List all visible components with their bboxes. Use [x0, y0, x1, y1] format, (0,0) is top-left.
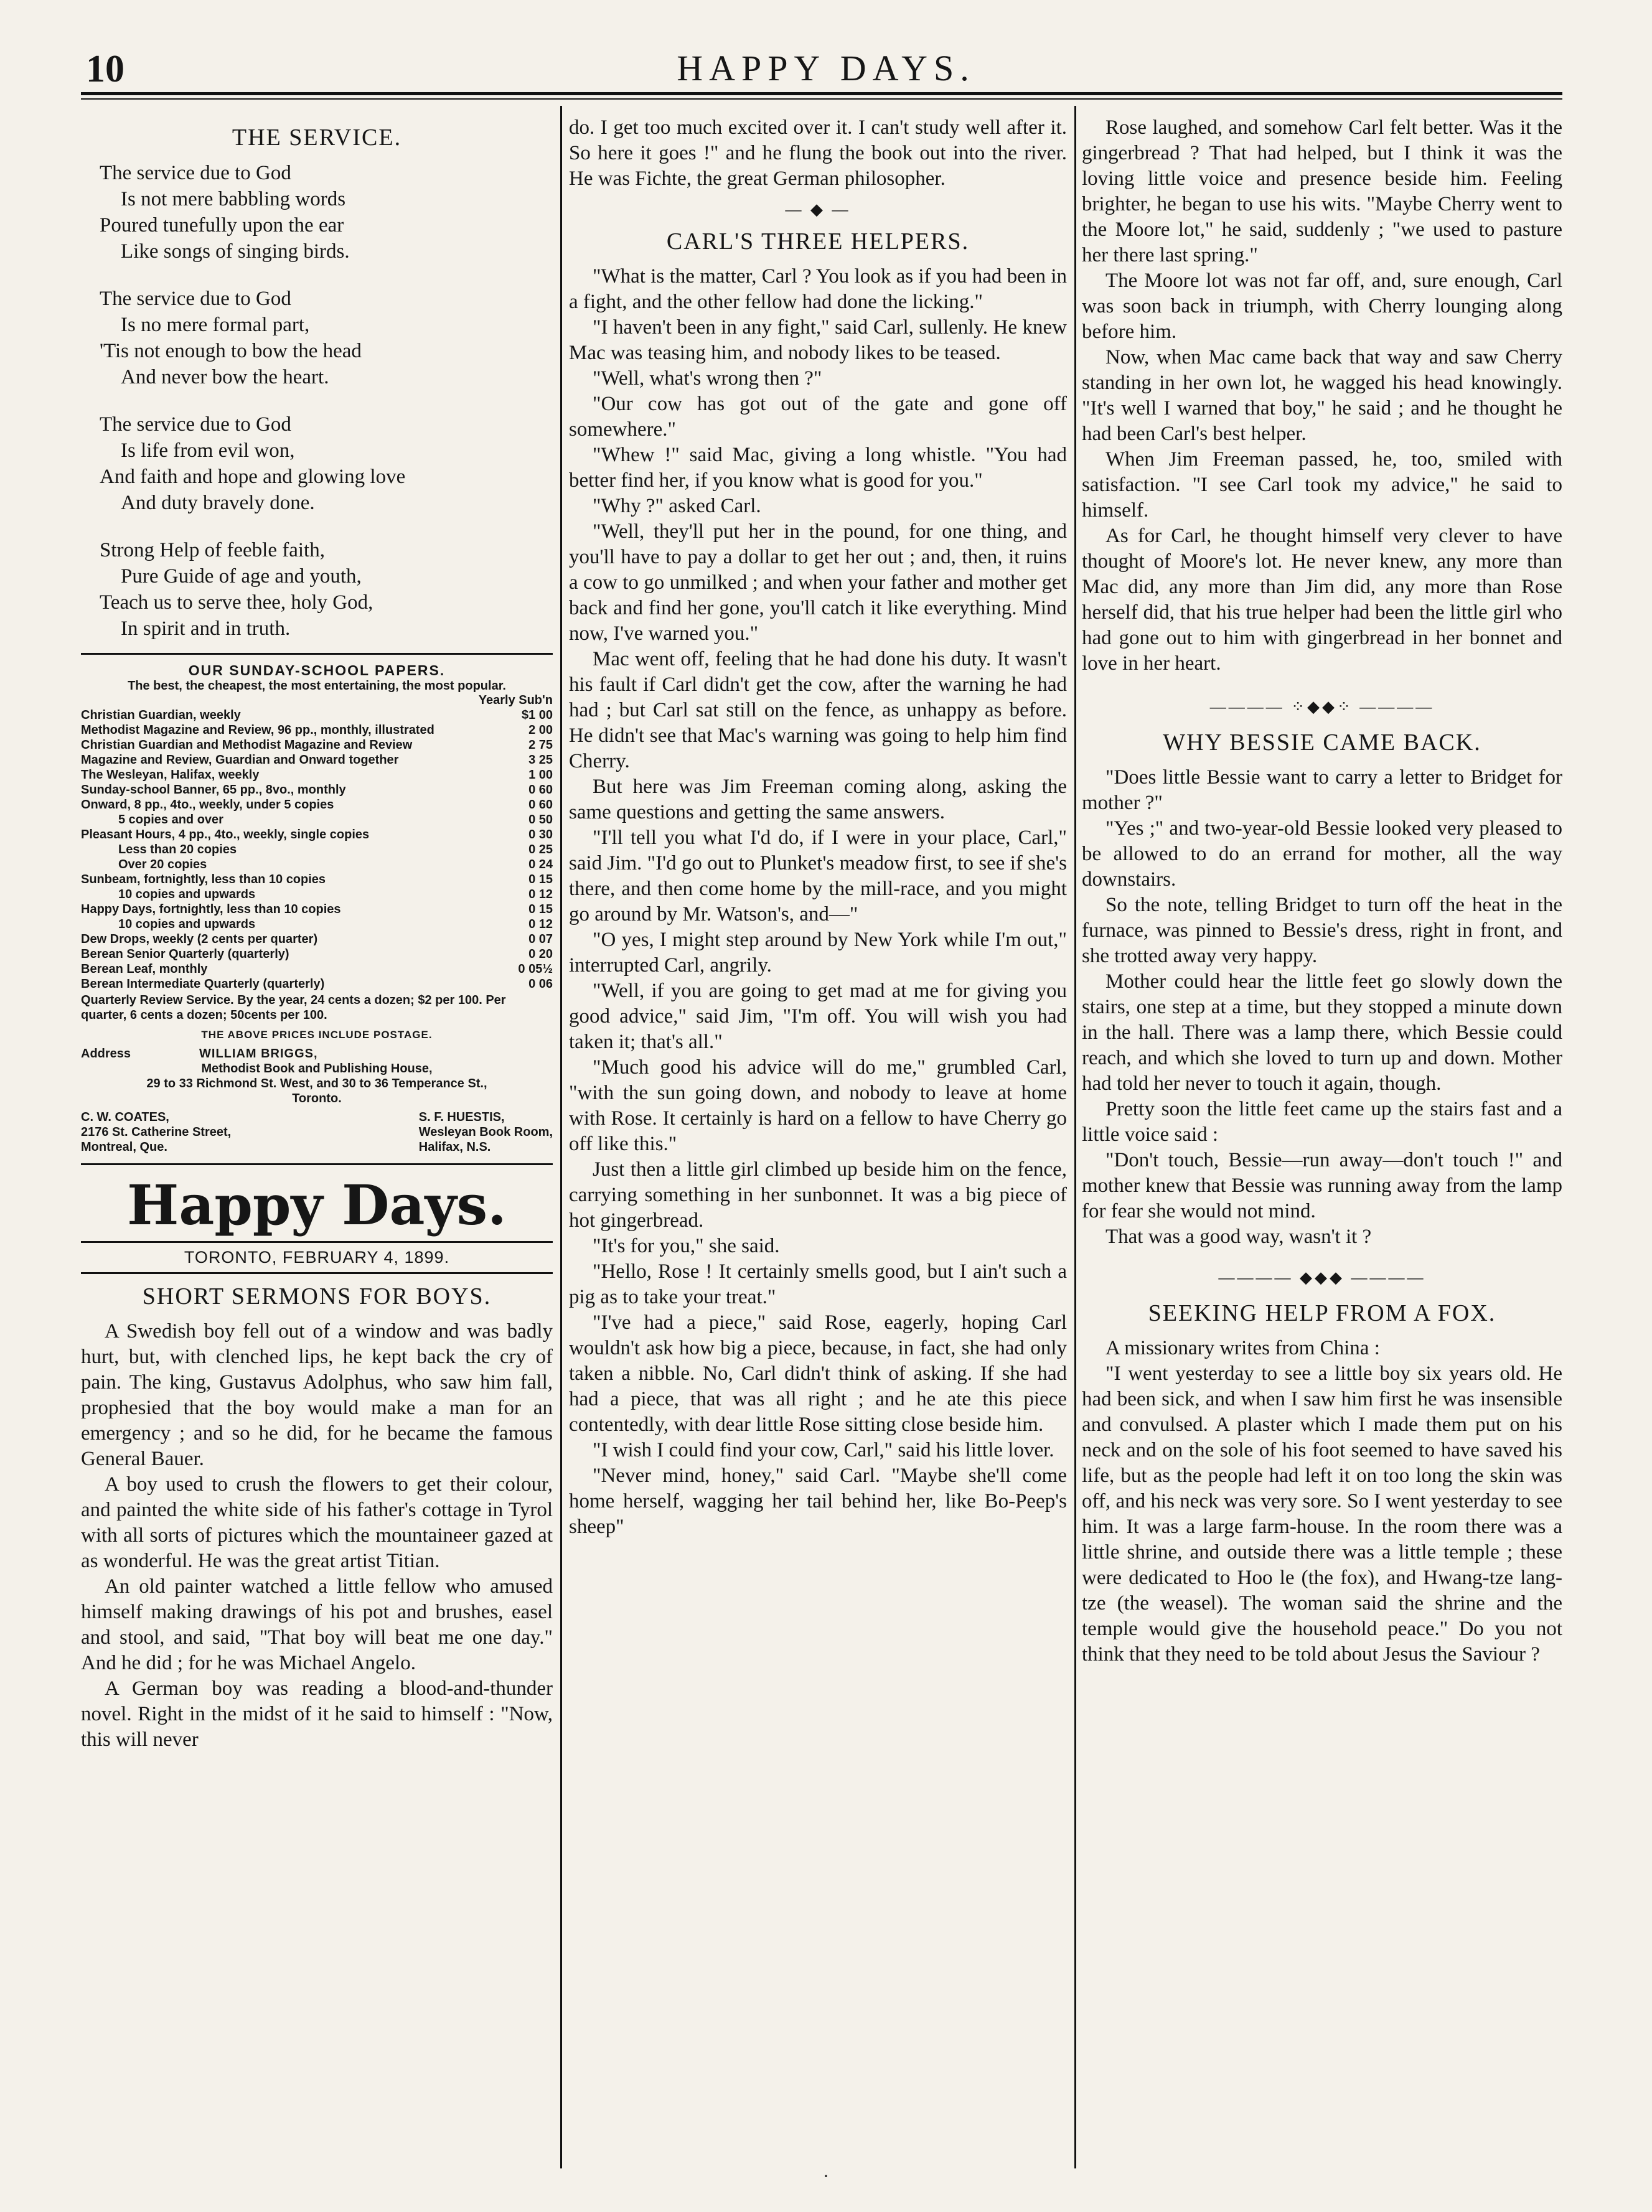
paragraph: An old painter watched a little fellow who amused himself making drawings of his pot and brushes, easel and stool, and said, "That boy will beat me one day." And he did ; for he was Michael Angelo. [81, 1575, 553, 1674]
poem-line: Pure Guide of age and youth, [121, 565, 362, 588]
price-row [81, 797, 553, 812]
paragraph: Mother could hear the little feet go slowly down the stairs, one step at a time, but they stopped a minute down in the hall. There was a lamp there, which Bessie could reach, and which she loved to turn up and down. Mother had told her never to touch it again, though. [1082, 970, 1562, 1095]
publisher-city: Toronto. [292, 1092, 342, 1105]
price-row [81, 752, 553, 767]
price-item: Christian Guardian, weekly [81, 708, 241, 722]
price-item: Onward, 8 pp., 4to., weekly, under 5 copies [81, 798, 334, 812]
paragraph: The Moore lot was not far off, and, sure enough, Carl was soon back in triumph, with Cherry lounging along before him. [1082, 269, 1562, 343]
poem-line: And faith and hope and glowing love [100, 466, 406, 488]
price-item: Less than 20 copies [118, 843, 237, 856]
price-item: Berean Leaf, monthly [81, 962, 208, 976]
paragraph: Pretty soon the little feet came up the stairs fast and a little voice said : [1082, 1098, 1562, 1146]
price-row [81, 917, 553, 932]
price-item: Sunday-school Banner, 65 pp., 8vo., monthly [81, 783, 346, 797]
paragraph: As for Carl, he thought himself very clever to have thought of Moore's lot. He never knew, any more than Mac did, any more than Jim did, any more than Rose herself did, that his true helper had been the little girl who had gone out to him with gingerbread in her bonnet and love in her heart. [1082, 525, 1562, 675]
papers-subheading: The best, the cheapest, the most entertaining, the most popular. [128, 679, 506, 693]
poem-stanza [100, 411, 553, 516]
article-body [569, 264, 1067, 1540]
paragraph: "Why ?" asked Carl. [593, 495, 761, 517]
agent-montreal [81, 1110, 231, 1155]
price-row [81, 902, 553, 917]
poem-line: Teach us to serve thee, holy God, [100, 591, 373, 614]
ornament-divider: — ◆ — [785, 200, 851, 218]
price-item: Sunbeam, fortnightly, less than 10 copies [81, 873, 326, 886]
paragraph: "Well, if you are going to get mad at me for giving you good advice," said Jim, "I'm off. You will wish you had taken it; that's all." [569, 980, 1067, 1053]
column-divider [1074, 106, 1076, 2168]
price-value: 0 05½ [518, 962, 553, 976]
price-row [81, 767, 553, 782]
paragraph: A boy used to crush the flowers to get their colour, and painted the white side of his father's cottage in Tyrol with all sorts of pictures which the mountaineer gazed at as wonderful. He was the great artist Titian. [81, 1473, 553, 1572]
agents [81, 1110, 553, 1155]
price-item: Berean Senior Quarterly (quarterly) [81, 947, 289, 961]
price-item: The Wesleyan, Halifax, weekly [81, 768, 260, 782]
page-mark: · [823, 2166, 829, 2186]
paragraph: "Our cow has got out of the gate and gone off somewhere." [569, 393, 1067, 441]
paragraph: "I haven't been in any fight," said Carl, sullenly. He knew Mac was teasing him, and nobody likes to be teased. [569, 316, 1067, 364]
article-body [1082, 765, 1562, 1250]
article-body [569, 115, 1067, 192]
paragraph: That was a good way, wasn't it ? [1105, 1226, 1372, 1248]
price-row [81, 887, 553, 902]
price-value: 0 50 [528, 813, 553, 827]
price-item: Christian Guardian and Methodist Magazine and Review [81, 738, 413, 752]
price-row [81, 962, 553, 977]
paragraph: "Whew !" said Mac, giving a long whistle. "You had better find her, if you know what is good for you." [569, 444, 1067, 492]
masthead: Happy Days. [127, 1173, 507, 1237]
article-heading: SEEKING HELP FROM A FOX. [1148, 1300, 1496, 1326]
price-item: Happy Days, fortnightly, less than 10 copies [81, 902, 341, 916]
paragraph: Mac went off, feeling that he had done his duty. It wasn't his fault if Carl didn't get the cow, after the warning he had had ; but Carl sat still on the fence, as unhappy as before. He didn't see that Mac's warning was going to help him find Cherry. [569, 648, 1067, 772]
paragraph: So the note, telling Bridget to turn off the heat in the furnace, was pinned to Bessie's dress, right in front, and she trotted away very happy. [1082, 894, 1562, 967]
page-title: HAPPY DAYS. [677, 48, 975, 88]
poem-line: The service due to God [100, 162, 291, 184]
price-item: 10 copies and upwards [118, 917, 256, 931]
ornament-divider: ———— ◆◆◆ ———— [1218, 1268, 1426, 1286]
article-body [1082, 115, 1562, 677]
price-item: 5 copies and over [118, 813, 223, 827]
paragraph: "Well, they'll put her in the pound, for one thing, and you'll have to pay a dollar to get her out ; and, then, it ruins a cow to go unmilked ; and when your father and mother get back and find her gone, you'll catch it like everything. Mind now, I've warned you." [569, 520, 1067, 645]
price-value: 0 15 [528, 902, 553, 916]
poem-line: The service due to God [100, 413, 291, 436]
poem [100, 160, 553, 642]
papers-yearly-label: Yearly Sub'n [478, 693, 553, 707]
publisher-line: Methodist Book and Publishing House, [201, 1062, 433, 1076]
price-value: 0 24 [528, 858, 553, 871]
address-block [81, 1046, 553, 1061]
poem-line: And never bow the heart. [121, 366, 329, 388]
paragraph: "Don't touch, Bessie—run away—don't touch !" and mother knew that Bessie was running away from the lamp for fear she would not mind. [1082, 1149, 1562, 1222]
paragraph: Now, when Mac came back that way and saw Cherry standing in her own lot, he wagged his head knowingly. "It's well I warned that boy," he said ; and he thought he had been Carl's best helper. [1082, 346, 1562, 445]
poem-stanza [100, 537, 553, 642]
price-row [81, 872, 553, 887]
poem-stanza [100, 160, 553, 265]
agent-line: Halifax, N.S. [418, 1140, 491, 1154]
price-value: $1 00 [521, 708, 553, 722]
poem-line: The service due to God [100, 288, 291, 310]
postage-note: THE ABOVE PRICES INCLUDE POSTAGE. [201, 1029, 433, 1041]
price-value: 0 12 [528, 917, 553, 931]
price-value: 2 75 [528, 738, 553, 752]
agent-halifax [419, 1110, 553, 1155]
column-2 [569, 115, 1067, 2137]
paragraph: A missionary writes from China : [1105, 1337, 1380, 1359]
paragraph: "Yes ;" and two-year-old Bessie looked very pleased to be allowed to do an errand for mother, all the way downstairs. [1082, 817, 1562, 891]
price-row [81, 977, 553, 991]
quarterly-review-note: Quarterly Review Service. By the year, 24 cents a dozen; $2 per 100. Per quarter, 6 cents a dozen; 50cents per 100. [81, 993, 506, 1022]
poem-line: Is not mere babbling words [121, 188, 346, 210]
section-rule [81, 1163, 553, 1165]
paragraph: Just then a little girl climbed up beside him on the fence, carrying something in her sunbonnet. It was a big piece of hot gingerbread. [569, 1158, 1067, 1232]
publisher-line: 29 to 33 Richmond St. West, and 30 to 36 Temperance St., [146, 1077, 487, 1090]
section-rule [81, 653, 553, 655]
paragraph: "I wish I could find your cow, Carl," said his little lover. [593, 1439, 1054, 1461]
address-label: Address [81, 1047, 131, 1061]
column-1 [81, 115, 553, 2137]
paragraph: Rose laughed, and somehow Carl felt better. Was it the gingerbread ? That had helped, but I think it was the loving little voice and presence beside him. Feeling brighter, he began to use his wits. "Maybe Cherry went to the Moore lot," he said, suddenly ; "we used to pasture her there last spring." [1082, 116, 1562, 266]
paragraph: "Does little Bessie want to carry a letter to Bridget for mother ?" [1082, 766, 1562, 814]
paragraph: A Swedish boy fell out of a window and was badly hurt, but, with clenched lips, he kept back the cry of pain. The king, Gustavus Adolphus, who saw him fall, prophesied that the boy would make a man for an emergency ; and so he did, for he became the famous General Bauer. [81, 1320, 553, 1470]
price-item: Methodist Magazine and Review, 96 pp., monthly, illustrated [81, 723, 434, 737]
header-rule-thin [81, 98, 1562, 100]
paragraph: "What is the matter, Carl ? You look as if you had been in a fight, and the other fellow had done the licking." [569, 265, 1067, 313]
column-divider [560, 106, 562, 2168]
papers-heading: OUR SUNDAY-SCHOOL PAPERS. [188, 662, 446, 678]
price-row [81, 857, 553, 872]
article-heading: SHORT SERMONS FOR BOYS. [142, 1283, 492, 1310]
poem-line: Strong Help of feeble faith, [100, 539, 325, 561]
price-value: 0 20 [528, 947, 553, 961]
column-3 [1082, 115, 1562, 2137]
price-value: 1 00 [528, 768, 553, 782]
poem-line: Is no mere formal part, [121, 314, 310, 336]
price-value: 0 12 [528, 888, 553, 901]
poem-line: Is life from evil won, [121, 439, 295, 462]
paragraph: do. I get too much excited over it. I can't study well after it. So here it goes !" and he flung the book out into the river. He was Fichte, the great German philosopher. [569, 116, 1067, 190]
paragraph: "Hello, Rose ! It certainly smells good, but I ain't such a pig as to take your treat." [569, 1260, 1067, 1308]
page-number: 10 [86, 48, 124, 90]
paragraph: "Much good his advice will do me," grumbled Carl, "with the sun going down, and nobody to leave at home with Rose. It certainly is hard on a fellow to have Cherry go off like this." [569, 1056, 1067, 1155]
agent-line: 2176 St. Catherine Street, [81, 1125, 232, 1139]
article-body [81, 1319, 553, 1753]
price-item: Dew Drops, weekly (2 cents per quarter) [81, 932, 318, 946]
price-item: Magazine and Review, Guardian and Onward together [81, 753, 399, 767]
paragraph: When Jim Freeman passed, he, too, smiled with satisfaction. "I see Carl took my advice," he said to himself. [1082, 448, 1562, 522]
paragraph: "O yes, I might step around by New York while I'm out," interrupted Carl, angrily. [569, 929, 1067, 977]
price-value: 0 60 [528, 798, 553, 812]
poem-line: 'Tis not enough to bow the head [100, 340, 362, 362]
ornament-divider: ———— ⁘◆◆⁘ ———— [1209, 698, 1435, 716]
poem-line: And duty bravely done. [121, 492, 315, 514]
article-heading: CARL'S THREE HELPERS. [666, 228, 970, 255]
paragraph: "I'll tell you what I'd do, if I were in your place, Carl," said Jim. "I'd go out to Plunket's meadow first, to see if she's there, and then come home by the mill-race, and you might go around by Mr. Watson's, and—" [569, 827, 1067, 926]
agent-line: C. W. COATES, [81, 1110, 169, 1124]
price-item: Berean Intermediate Quarterly (quarterly) [81, 977, 325, 991]
agent-line: Montreal, Que. [81, 1140, 167, 1154]
agent-line: Wesleyan Book Room, [418, 1125, 553, 1139]
price-row [81, 947, 553, 962]
poem-heading: THE SERVICE. [232, 124, 402, 151]
publisher-name: WILLIAM BRIGGS, [199, 1047, 318, 1061]
price-row [81, 723, 553, 738]
price-value: 0 06 [528, 977, 553, 991]
price-item: Pleasant Hours, 4 pp., 4to., weekly, single copies [81, 828, 370, 841]
price-row [81, 812, 553, 827]
header-rule [81, 92, 1562, 95]
paragraph: A German boy was reading a blood-and-thunder novel. Right in the midst of it he said to himself : "Now, this will never [81, 1677, 553, 1751]
price-value: 3 25 [528, 753, 553, 767]
price-value: 2 00 [528, 723, 553, 737]
paragraph: "It's for you," she said. [593, 1235, 780, 1257]
price-value: 0 25 [528, 843, 553, 856]
article-body [1082, 1336, 1562, 1667]
price-value: 0 30 [528, 828, 553, 841]
price-item: 10 copies and upwards [118, 888, 256, 901]
price-row [81, 708, 553, 723]
price-list [81, 708, 553, 991]
article-heading: WHY BESSIE CAME BACK. [1163, 729, 1481, 756]
price-value: 0 60 [528, 783, 553, 797]
poem-line: Poured tunefully upon the ear [100, 214, 344, 237]
price-row [81, 932, 553, 947]
agent-line: S. F. HUESTIS, [418, 1110, 505, 1124]
price-row [81, 782, 553, 797]
paragraph: "Never mind, honey," said Carl. "Maybe she'll come home herself, wagging her tail behind her, like Bo-Peep's sheep" [569, 1465, 1067, 1538]
price-row [81, 827, 553, 842]
dateline: TORONTO, FEBRUARY 4, 1899. [81, 1241, 553, 1274]
paragraph: "I've had a piece," said Rose, eagerly, hoping Carl wouldn't ask how big a piece, because, in fact, she had only taken a nibble. No, Carl didn't think of asking. If she had had a piece, that was all right ; and he ate this piece contentedly, with dear little Rose sitting close beside him. [569, 1311, 1067, 1436]
poem-stanza [100, 286, 553, 390]
paragraph: "Well, what's wrong then ?" [593, 367, 822, 390]
price-item: Over 20 copies [118, 858, 207, 871]
price-value: 0 07 [528, 932, 553, 946]
price-value: 0 15 [528, 873, 553, 886]
poem-line: In spirit and in truth. [121, 617, 291, 640]
price-row [81, 738, 553, 752]
poem-line: Like songs of singing birds. [121, 240, 350, 263]
price-row [81, 842, 553, 857]
paragraph: But here was Jim Freeman coming along, asking the same questions and getting the same answers. [569, 776, 1067, 823]
paragraph: "I went yesterday to see a little boy six years old. He had been sick, and when I saw him first he was insensible and convulsed. A plaster which I made them put on his neck and on the sole of his foot seemed to have saved his life, but as the people had left it on too long the skin was off, and his neck was very sore. So I went yesterday to see him. It was a large farm-house. In the room there was a little shrine, and outside there was a little temple ; these were dedicated to Hoo le (the fox), and Hwang-tze lang-tze (the weasel). The woman said the shrine and the temple would give the household peace." Do you not think that they need to be told about Jesus the Saviour ? [1082, 1362, 1562, 1666]
